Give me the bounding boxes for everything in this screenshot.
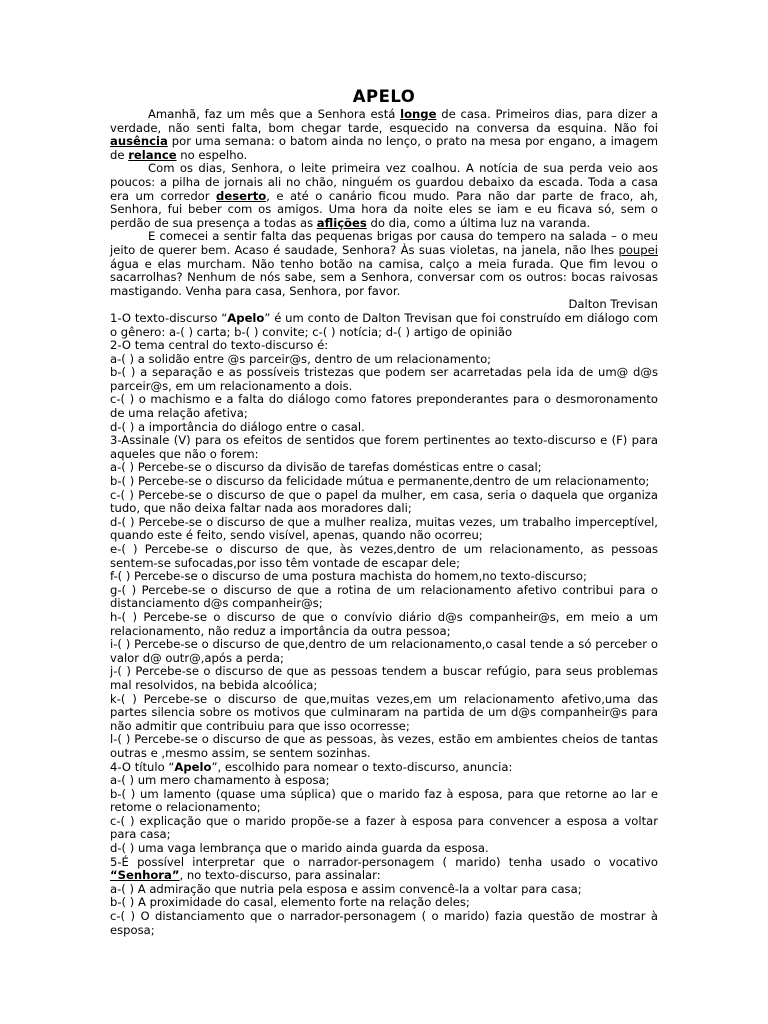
question-4-option: a-( ) um mero chamamento à esposa; (110, 773, 330, 788)
author-signature: Dalton Trevisan (568, 297, 658, 312)
question-3-stem: 3-Assinale (V) para os efeitos de sentidos que forem pertinentes ao texto-discurso e (F) para aqueles que não o forem: (110, 433, 658, 461)
text-span: Com os dias, Senhora, o leite primeira vez coalhou. A notícia de sua perda veio aos poucos: a pilha de jornais ali no chão, ninguém os guardou debaixo da escada. Toda a casa era um corredor (110, 161, 658, 203)
question-3-option: j-( ) Percebe-se o discurso de que as pessoas tendem a buscar refúgio, para seus problemas mal resolvidos, na bebida alcoólica; (110, 664, 658, 692)
page-title: APELO (352, 87, 416, 106)
question-4-stem (110, 761, 658, 775)
highlighted-word: “Senhora” (110, 868, 180, 883)
question-5-stem (110, 856, 658, 883)
text-span: de casa. Primeiros dias, para dizer a verdade, não senti falta, bom chegar tarde, esquecido na conversa da esquina. Não foi (110, 107, 658, 135)
highlighted-word: relance (128, 147, 177, 162)
text-span: 4-O título “ (110, 759, 175, 774)
question-4-option: b-( ) um lamento (quase uma súplica) que o marido faz à esposa, para que retorne ao lar e retome o relacionamento; (110, 786, 658, 815)
highlighted-word: ausência (110, 134, 168, 149)
story-paragraph-2 (110, 162, 658, 230)
highlighted-word: longe (400, 107, 437, 121)
question-3-option: l-( ) Percebe-se o discurso de que as pessoas, às vezes, estão em ambientes cheios de tantas outras e ,mesmo assim, se sentem sozinhas. (110, 732, 658, 760)
highlighted-word: poupei (618, 242, 658, 257)
text-span: , e até o canário ficou mudo. Para não dar parte de fraco, ah, Senhora, fui beber com os amigos. Uma hora da noite eles se iam e eu ficava só, sem o perdão de sua presença a todas as (110, 188, 658, 230)
question-4-option: c-( ) explicação que o marido propõe-se a fazer à esposa para convencer a esposa a voltar para casa; (110, 813, 658, 842)
text-span: água e elas murcham. Não tenho botão na camisa, calço a meia furada. Que fim levou o sacarrolhas? Nenhum de nós sabe, sem a Senhora, conversar com os outros: bocas raivosas mastigando. Venha para casa, Senhora, por favor. (110, 256, 658, 298)
question-2-option: a-( ) a solidão entre @s parceir@s, dentro de um relacionamento; (110, 351, 492, 366)
question-3-option: f-( ) Percebe-se o discurso de uma postura machista do homem,no texto-discurso; (110, 569, 587, 584)
question-3-option: b-( ) Percebe-se o discurso da felicidade mútua e permanente,dentro de um relacionamento; (110, 474, 650, 489)
text-span: E comecei a sentir falta das pequenas brigas por causa do tempero na salada – o meu jeito de querer bem. Acaso é saudade, Senhora? Às suas violetas, na janela, não lhes (110, 229, 658, 257)
question-3-option: d-( ) Percebe-se o discurso de que a mulher realiza, muitas vezes, um trabalho imperceptível, quando este é feito, sendo visível, apenas, quando não ocorreu; (110, 514, 658, 543)
text-span: 1-O texto-discurso “ (110, 310, 228, 325)
highlighted-word: aflições (316, 215, 367, 230)
text-span: ”, escolhido para nomear o texto-discurso, anuncia: (211, 759, 513, 774)
question-1 (110, 312, 658, 339)
text-span: por uma semana: o batom ainda no lenço, o prato na mesa por engano, a imagem de (110, 134, 658, 162)
question-2-option: b-( ) a separação e as possíveis tristezas que podem ser acarretadas pela ida de um@ d@s parceir@s, em um relacionamento a dois. (110, 365, 658, 393)
question-3-option: c-( ) Percebe-se o discurso de que o papel da mulher, em casa, seria o daquela que organiza tudo, que não deixa faltar nada aos moradores dali; (110, 487, 658, 516)
bold-word: Apelo (174, 759, 212, 774)
bold-word: Apelo (227, 310, 265, 325)
question-3-option: e-( ) Percebe-se o discurso de que, às vezes,dentro de um relacionamento, as pessoas sentem-se sufocadas,por isso têm vontade de escapar dele; (110, 542, 658, 570)
question-2-option: c-( ) o machismo e a falta do diálogo como fatores preponderantes para o desmoronamento de uma relação afetiva; (110, 392, 658, 421)
text-span: no espelho. (176, 147, 248, 162)
question-3-option: k-( ) Percebe-se o discurso de que,muitas vezes,em um relacionamento afetivo,uma das partes silencia sobre os motivos que culminaram na partida de um d@s companheir@s para não admitir que contribuiu para que isso ocorresse; (110, 691, 658, 733)
text-span: 5-É possível interpretar que o narrador-personagem ( marido) tenha usado o vocativo (110, 854, 658, 869)
text-span: , no texto-discurso, para assinalar: (179, 868, 381, 883)
question-3-option: a-( ) Percebe-se o discurso da divisão de tarefas domésticas entre o casal; (110, 460, 542, 475)
text-span: ” é um conto de Dalton Trevisan que foi construído em diálogo com o gênero: a-( ) carta; b-( ) convite; c-( ) notícia; d-( ) artigo de opinião (110, 310, 658, 339)
question-2-option: d-( ) a importância do diálogo entre o casal. (110, 419, 365, 434)
highlighted-word: deserto (216, 188, 267, 203)
story-paragraph-3 (110, 230, 658, 298)
question-5-option: a-( ) A admiração que nutria pela esposa e assim convencê-la a voltar para casa; (110, 881, 582, 896)
question-3-option: h-( ) Percebe-se o discurso de que o convívio diário d@s companheir@s, em meio a um relacionamento, não reduz a importância da outra pessoa; (110, 609, 658, 638)
question-3-option: i-( ) Percebe-se o discurso de que,dentro de um relacionamento,o casal tende a só perceber o valor d@ outr@,após a perda; (110, 637, 658, 665)
text-span: Amanhã, faz um mês que a Senhora está (148, 107, 401, 121)
question-3-option: g-( ) Percebe-se o discurso de que a rotina de um relacionamento afetivo contribui para o distanciamento d@s companheir@s; (110, 582, 658, 611)
question-2-stem: 2-O tema central do texto-discurso é: (110, 338, 329, 353)
question-5-option: b-( ) A proximidade do casal, elemento forte na relação deles; (110, 895, 470, 910)
question-4-option: d-( ) uma vaga lembrança que o marido ainda guarda da esposa. (110, 841, 489, 856)
text-span: do dia, como a última luz na varanda. (366, 215, 591, 230)
question-5-option: c-( ) O distanciamento que o narrador-personagem ( o marido) fazia questão de mostrar à esposa; (110, 909, 658, 937)
document-page (110, 88, 658, 937)
story-paragraph-1 (110, 108, 658, 162)
